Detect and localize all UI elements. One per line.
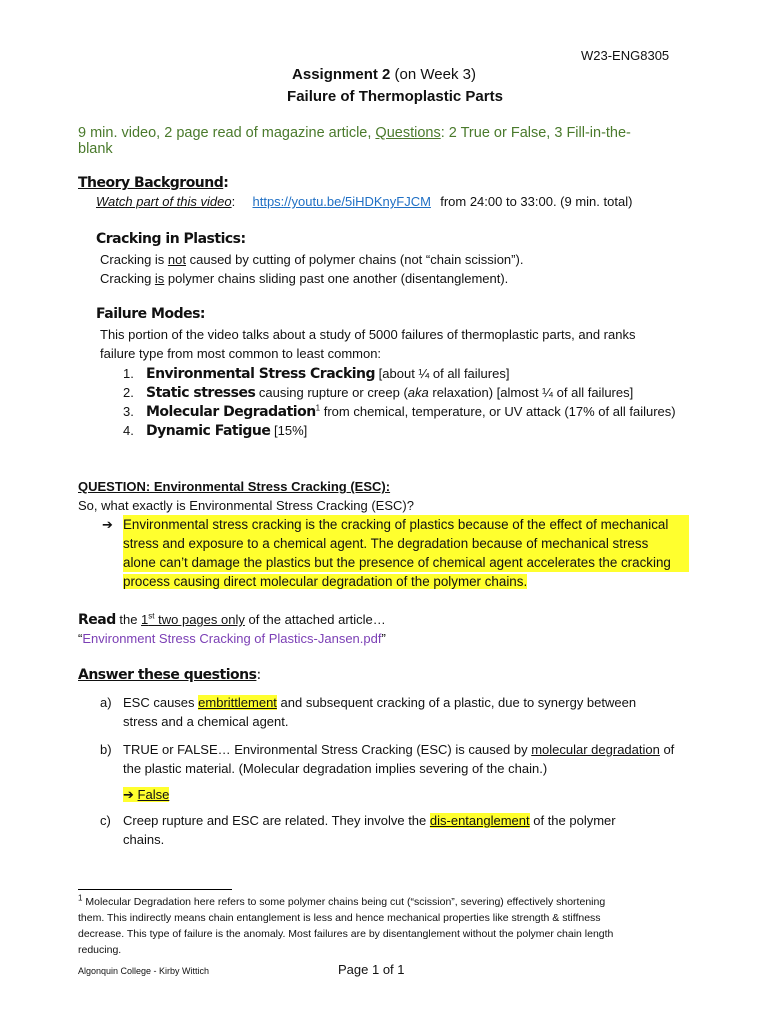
assignment-subtitle: Failure of Thermoplastic Parts — [287, 88, 503, 105]
question-a-line-1: ESC causes embrittlement and subsequent cracking of a plastic, due to synergy between — [123, 695, 637, 710]
answer-arrow-icon: ➔ — [123, 787, 134, 802]
read-instruction: Read the 1st two pages only of the attached article… — [78, 611, 386, 628]
failure-modes-para-2: failure type from most common to least common: — [100, 346, 382, 361]
failure-modes-para-1: This portion of the video talks about a study of 5000 failures of thermoplastic parts, and ranks — [100, 327, 636, 342]
footnote-line-2: them. This indirectly means chain entanglement is less and hence mechanical properties like strength & stiffness — [78, 912, 601, 924]
failure-mode-item: 4. Dynamic Fatigue [15%] — [123, 423, 308, 439]
question-prompt: So, what exactly is Environmental Stress Cracking (ESC)? — [78, 498, 414, 513]
footer-author: Algonquin College - Kirby Wittich — [78, 966, 210, 976]
failure-modes-heading: Failure Modes: — [96, 306, 206, 322]
blank-answer: embrittlement — [198, 695, 277, 710]
question-b-line-2: the plastic material. (Molecular degradation implies severing of the chain.) — [123, 761, 548, 776]
footnote-line-4: reducing. — [78, 944, 122, 956]
esc-answer-line: alone can’t damage the plastics but the presence of chemical agent accelerates the cracking — [123, 553, 689, 572]
cracking-line-1: Cracking is not caused by cutting of polymer chains (not “chain scission”). — [100, 252, 524, 267]
failure-mode-item: 2. Static stresses causing rupture or creep (aka relaxation) [almost ¼ of all failures] — [123, 385, 634, 401]
intro-line-1: 9 min. video, 2 page read of magazine article, Questions: 2 True or False, 3 Fill-in-the- — [78, 125, 631, 141]
article-filename: “Environment Stress Cracking of Plastics-Jansen.pdf” — [78, 631, 386, 646]
question-b-label: b) — [100, 742, 112, 757]
video-link[interactable]: https://youtu.be/5iHDKnyFJCM — [252, 194, 431, 209]
question-a-line-2: stress and a chemical agent. — [123, 714, 289, 729]
question-b-answer — [123, 785, 169, 804]
blank-answer: dis-entanglement — [429, 813, 530, 828]
esc-answer-line: stress and exposure to a chemical agent. The degradation because of mechanical stress — [123, 534, 689, 553]
esc-answer-line: process causing direct molecular degradation of the polymer chains. — [123, 574, 528, 589]
article-link[interactable]: Environment Stress Cracking of Plastics-Jansen.pdf — [82, 631, 382, 646]
answer-arrow-icon: ➔ — [102, 517, 113, 532]
question-c-line-2: chains. — [123, 832, 165, 847]
question-b-line-1: TRUE or FALSE… Environmental Stress Cracking (ESC) is caused by molecular degradation of — [123, 742, 675, 757]
esc-answer-block — [123, 515, 689, 591]
esc-answer-line: Environmental stress cracking is the cracking of plastics because of the effect of mechanical — [123, 515, 689, 534]
question-c-label: c) — [100, 813, 111, 828]
footnote-line-3: decrease. This type of failure is the anomaly. Most failures are by disentanglement without the polymer chain length — [78, 928, 614, 940]
intro-line-2: blank — [78, 141, 113, 157]
cracking-heading: Cracking in Plastics: — [96, 231, 246, 247]
watch-line: Watch part of this video: https://youtu.be/5iHDKnyFJCM from 24:00 to 33:00. (9 min. total) — [96, 194, 633, 209]
answers-heading: Answer these questions: — [78, 667, 261, 683]
cracking-line-2: Cracking is polymer chains sliding past one another (disentanglement). — [100, 271, 509, 286]
true-false-answer: False — [137, 787, 170, 802]
question-c-line-1: Creep rupture and ESC are related. They involve the dis-entanglement of the polymer — [123, 813, 616, 828]
failure-mode-item: 1. Environmental Stress Cracking [about ¼ of all failures] — [123, 366, 510, 382]
question-heading: QUESTION: Environmental Stress Cracking (ESC): — [78, 479, 391, 494]
footnote-line-1: $^1$ Molecular Degradation here refers to some polymer chains being cut (“scission”, severing) effectively shortening — [78, 893, 606, 908]
footnote-separator — [78, 889, 232, 890]
question-a-label: a) — [100, 695, 112, 710]
page-number: Page 1 of 1 — [338, 962, 405, 977]
failure-mode-item: 3. Molecular Degradation$^1$ from chemical, temperature, or UV attack (17% of all failures) — [123, 403, 676, 420]
assignment-title: Assignment 2 (on Week 3) — [292, 66, 476, 83]
theory-heading: Theory Background: — [78, 175, 229, 191]
course-code: W23-ENG8305 — [581, 48, 670, 63]
